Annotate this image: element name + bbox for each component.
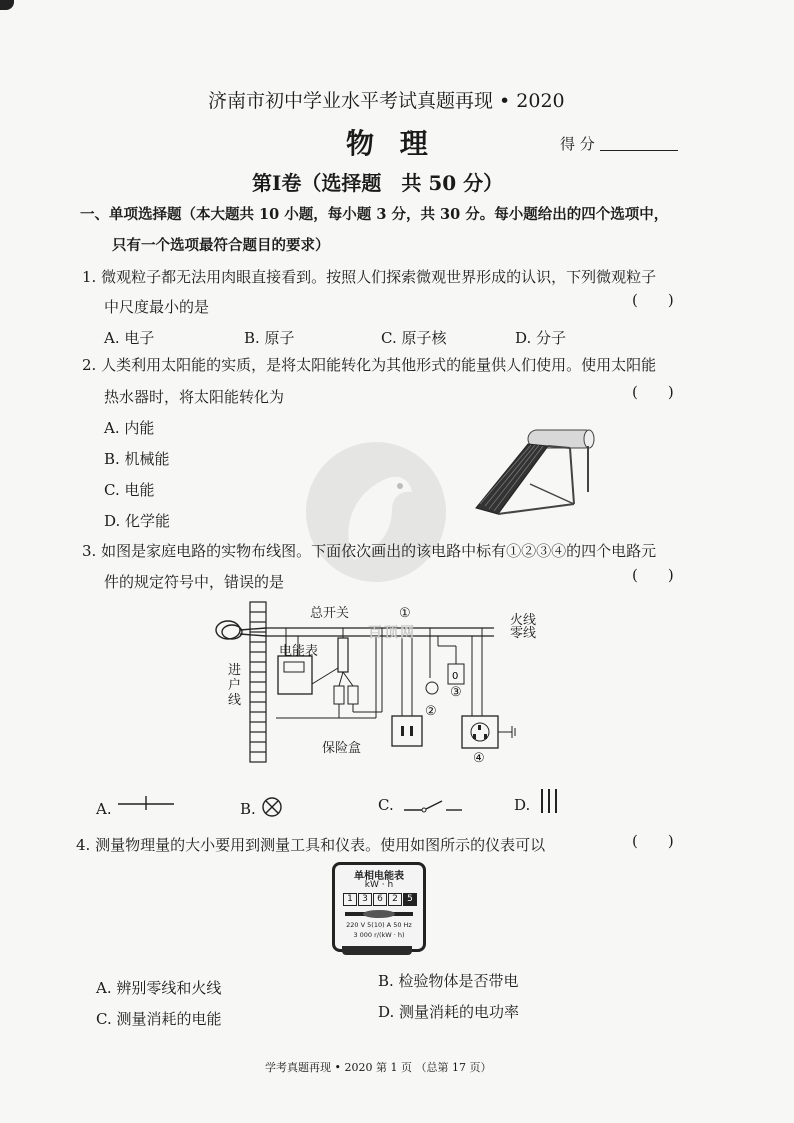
q4-option-c[interactable]: C. 测量消耗的电能 bbox=[96, 1010, 222, 1028]
watermark-bird-logo bbox=[296, 440, 456, 590]
label-meter: 电能表 bbox=[279, 644, 319, 659]
label-live-wire: 火线 bbox=[510, 613, 537, 628]
label-neutral-wire: 零线 bbox=[510, 626, 537, 641]
q1-option-c[interactable]: C. 原子核 bbox=[381, 329, 447, 347]
q2-line-2: 热水器时，将太阳能转化为 bbox=[104, 388, 285, 406]
energy-meter-device bbox=[332, 862, 426, 952]
meter-constant: 3 000 r/(kW · h) bbox=[353, 931, 405, 939]
label-incoming-1: 进 bbox=[228, 663, 242, 678]
q4-option-a[interactable]: A. 辨别零线和火线 bbox=[96, 979, 222, 997]
wall bbox=[250, 602, 266, 762]
symbol-a-icon bbox=[116, 792, 176, 812]
switch-symbol-icon bbox=[402, 796, 464, 816]
part-heading-1: 一、单项选择题（本大题共 10 小题，每小题 3 分，共 30 分。每小题给出的四个选项中， bbox=[80, 206, 669, 223]
q3-option-a[interactable]: A. bbox=[96, 800, 112, 818]
lamp-symbol-icon bbox=[260, 795, 284, 819]
q3-option-d[interactable]: D. bbox=[514, 796, 531, 814]
subject-title: 物 理 bbox=[346, 127, 436, 160]
meter-terminal-block bbox=[342, 946, 412, 955]
q3-line-1: 3. 如图是家庭电路的实物布线图。下面依次画出的该电路中标有①②③④的四个电路元 bbox=[82, 542, 657, 560]
score-blank-line[interactable] bbox=[600, 150, 678, 151]
incoming-wire-coil bbox=[216, 621, 266, 639]
q2-answer-paren[interactable]: ( ) bbox=[632, 383, 674, 401]
score-label: 得 分 bbox=[560, 135, 595, 153]
label-incoming-3: 线 bbox=[228, 693, 242, 708]
q1-answer-paren[interactable]: ( ) bbox=[632, 291, 674, 309]
q1-line-1: 1. 微观粒子都无法用肉眼直接看到。按照人们探索微观世界形成的认识，下列微观粒子 bbox=[82, 268, 657, 286]
q2-option-a[interactable]: A. 内能 bbox=[104, 419, 155, 437]
marker-4: ④ bbox=[473, 751, 485, 766]
label-main-switch: 总开关 bbox=[310, 606, 350, 621]
q4-line-1: 4. 测量物理量的大小要用到测量工具和仪表。使用如图所示的仪表可以 bbox=[76, 836, 546, 854]
q3-answer-paren[interactable]: ( ) bbox=[632, 566, 674, 584]
q3-option-b[interactable]: B. bbox=[240, 800, 256, 818]
q1-line-2: 中尺度最小的是 bbox=[104, 298, 210, 316]
series-title: 济南市初中学业水平考试真题再现 • 2020 bbox=[208, 90, 565, 112]
q1-option-d[interactable]: D. 分子 bbox=[515, 329, 567, 347]
q1-option-b[interactable]: B. 原子 bbox=[244, 329, 295, 347]
svg-text:0: 0 bbox=[452, 671, 459, 682]
q2-option-c[interactable]: C. 电能 bbox=[104, 481, 155, 499]
label-fuse-box: 保险盒 bbox=[322, 741, 362, 756]
q2-option-b[interactable]: B. 机械能 bbox=[104, 450, 170, 468]
meter-digit: 1 bbox=[343, 893, 357, 906]
q2-option-d[interactable]: D. 化学能 bbox=[104, 512, 171, 530]
meter-digit: 6 bbox=[373, 893, 387, 906]
meter-digit: 3 bbox=[358, 893, 372, 906]
q3-option-c[interactable]: C. bbox=[378, 796, 394, 814]
meter-title: 单相电能表 bbox=[354, 871, 404, 882]
socket-symbol-icon bbox=[538, 787, 560, 815]
meter-digit: 2 bbox=[388, 893, 402, 906]
solar-water-heater-image bbox=[470, 424, 600, 524]
q4-option-d[interactable]: D. 测量消耗的电功率 bbox=[378, 1003, 520, 1021]
q4-answer-paren[interactable]: ( ) bbox=[632, 832, 674, 850]
q2-line-1: 2. 人类利用太阳能的实质，是将太阳能转化为其他形式的能量供人们使用。使用太阳能 bbox=[82, 356, 657, 374]
scan-corner-mark bbox=[0, 0, 14, 10]
meter-rotor-disc-icon bbox=[345, 909, 413, 919]
part-heading-2: 只有一个选项最符合题目的要求） bbox=[112, 237, 330, 254]
section-title: 第Ⅰ卷（选择题 共 50 分） bbox=[252, 171, 504, 195]
meter-digit-display bbox=[343, 893, 417, 906]
q4-option-b[interactable]: B. 检验物体是否带电 bbox=[378, 972, 519, 990]
meter-unit: kW · h bbox=[364, 880, 394, 890]
meter-spec: 220 V 5(10) A 50 Hz bbox=[346, 921, 412, 929]
watermark-text: 百顶网 bbox=[368, 625, 416, 641]
page-footer: 学考真题再现 • 2020 第 1 页 （总第 17 页） bbox=[265, 1061, 492, 1074]
label-incoming-2: 户 bbox=[228, 678, 242, 693]
meter-digit-decimal: 5 bbox=[403, 893, 417, 906]
q1-option-a[interactable]: A. 电子 bbox=[104, 329, 155, 347]
marker-2: ② bbox=[425, 704, 437, 719]
marker-3: ③ bbox=[450, 685, 462, 700]
marker-1: ① bbox=[399, 606, 411, 621]
q3-line-2: 件的规定符号中，错误的是 bbox=[104, 573, 285, 591]
